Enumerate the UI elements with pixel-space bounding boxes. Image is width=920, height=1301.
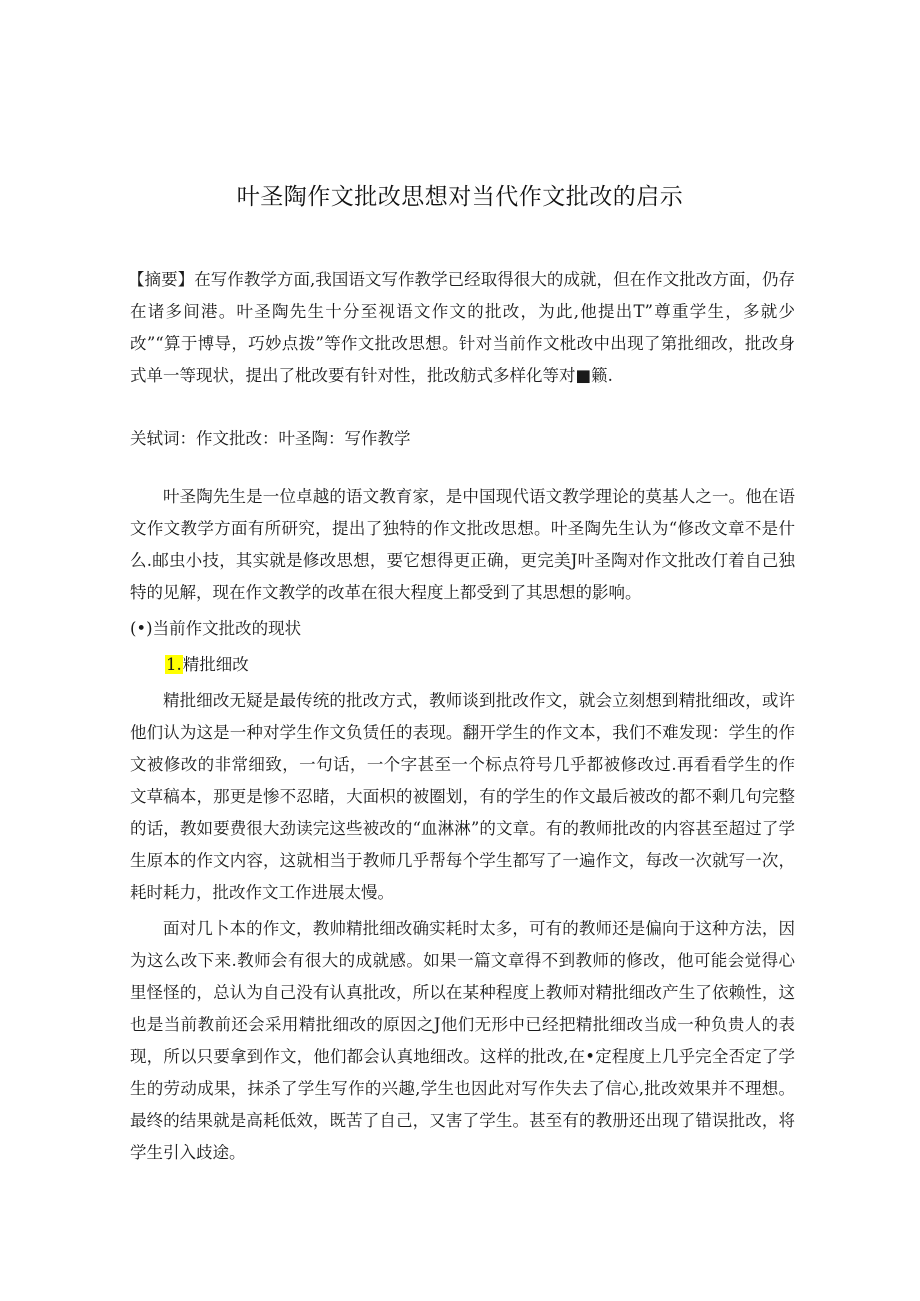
abstract-text: 在写作教学方面,我国语文写作教学已经取得很大的成就，但在作文批改方面，仍存在诸多间港。叶圣陶先生十分至视语文作文的批改，为此,他提出T”尊重学生，多就少改”“算于博导，巧妙点拨”等作文批改思想。针对当前作文枇改中出现了第批细改，批改身式单一等现状，提出了枇改要有针对性，批改舫式多样化等对■籁. <box>130 270 796 385</box>
body-text <box>130 481 795 1173</box>
keywords: 关轼词：作文批改：叶圣陶：写作教学 <box>130 429 411 448</box>
body-paragraph-1: 精批细改无疑是最传统的批改方式，教师谈到批改作文，就会立刻想到精批细改，或许他们认为这是一种对学生作文负赁任的表现。翻开学生的作文本，我们不难发现：学生的作文被修改的非常细致，一句话，一个字甚至一个标点符号几乎都被修改过.再看看学生的作文草稿本，那更是惨不忍睹，大面枳的被圈划，有的学生的作文最后被改的都不剩几句完整的话，教如要费很大劲读完这些被改的“血淋淋”的文章。有的教师批改的内容甚至超过了学生原本的作文内容，这就相当于教师几乎帮每个学生都写了一遍作文，每改一次就写一次，耗时耗力，批改作文工作进展太慢。 <box>130 691 795 902</box>
subsection-title: 精批细改 <box>182 655 249 674</box>
abstract <box>130 264 795 392</box>
body-paragraph-2: 面对几卜本的作文，教帅精批细改确实耗时太多，可有的教师还是偏向于这种方法，因为这么改下来.教师会有很大的成就感。如果一篇文章得不到教师的修改，他可能会觉得心里怪怪的，总认为自己没有认真批改，所以在某种程度上教师对精批细改产生了依赖性，这也是当前教前还会采用精批细改的原因之J他们无形中已经把精批细改当成一种负贵人的表现，所以只要拿到作文，他们都会认真地细改。这样的批改,在•定程度上几乎完全否定了学生的劳动成果，抹杀了学生写作的兴趣,学生也因此对写作失去了信心,批改效果并不理想。最终的结果就是高耗低效，既苦了自己，又害了学生。甚至有的教册还出现了错误批改，将学生引入歧途。 <box>130 919 795 1162</box>
subsection-heading <box>130 649 795 681</box>
intro-paragraph: 叶圣陶先生是一位卓越的语文教育家，是中国现代语文教学理论的莫基人之一。他在语文作文教学方面有所研究，提出了独特的作文批改思想。叶圣陶先生认为“修改文章不是什么.邮虫小技，其实就是修改思想，要它想得更正确，更完美J叶圣陶对作文批改仃着自己独特的见解，现在作文教学的改革在很大程度上都受到了其思想的影响。 <box>130 487 795 602</box>
abstract-label: 【摘要】 <box>128 270 195 289</box>
page-title: 叶圣陶作文批改思想对当代作文批改的启示 <box>236 184 684 210</box>
section-heading: (•)当前作文批改的现状 <box>130 619 302 638</box>
subsection-number-highlight: 1. <box>166 655 182 674</box>
